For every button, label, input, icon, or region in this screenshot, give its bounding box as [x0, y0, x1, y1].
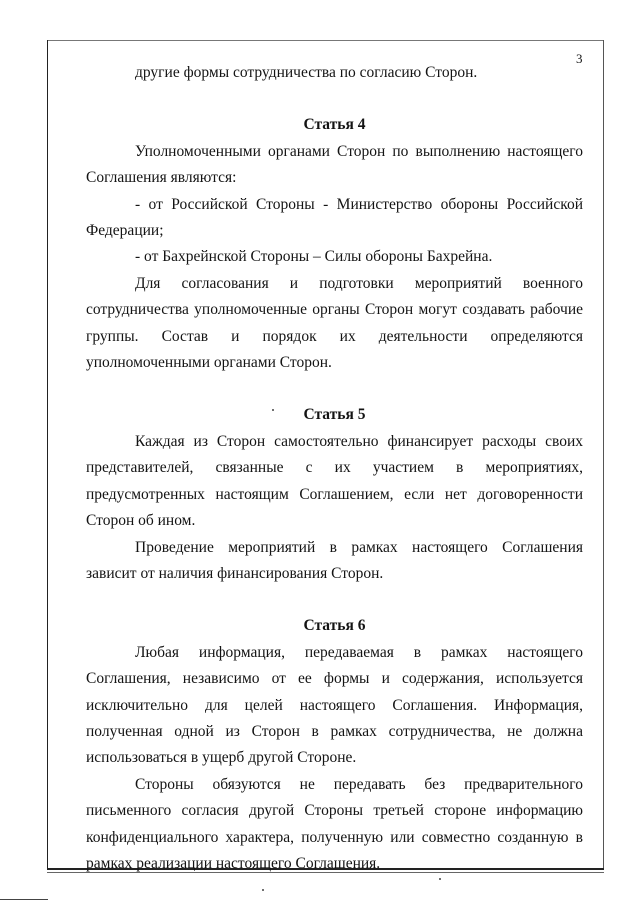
article-paragraph: - от Бахрейнской Стороны – Силы обороны Бахрейна. — [135, 248, 493, 266]
article-paragraph: Проведение мероприятий в рамках настоящего Соглашения зависит от наличия финансирования Сторон. — [86, 538, 583, 582]
article-6 — [86, 613, 583, 877]
article-paragraph: Для согласования и подготовки мероприятий военного сотрудничества уполномоченные органы Сторон могут создавать рабочие группы. Состав и порядок их деятельности определяются уполномоченными органами Сторон. — [86, 274, 583, 372]
section-gap — [86, 587, 583, 613]
opening-line: другие формы сотрудничества по согласию Сторон. — [135, 64, 478, 81]
page-number: 3 — [576, 51, 583, 66]
article-5 — [86, 402, 583, 587]
article-paragraph: Уполномоченными органами Сторон по выполнению настоящего Соглашения являются: — [86, 142, 583, 187]
scan-speck — [262, 889, 264, 891]
section-gap — [86, 86, 583, 112]
article-title: Статья 6 — [303, 617, 366, 635]
article-paragraph: Любая информация, передаваемая в рамках настоящего Соглашения, независимо от ее формы и содержания, используется исключительно для целей настоящего Соглашения. Информация, полученная одной из Сторон в рамках сотрудничества, не должна использоваться в ущерб другой Стороне. — [86, 643, 583, 767]
article-paragraph: Каждая из Сторон самостоятельно финансирует расходы своих представителей, связанные с их участием в мероприятиях, предусмотренных настоящим Соглашением, если нет договоренности Сторон об ином. — [86, 432, 583, 530]
document-body — [86, 60, 583, 877]
article-title: Статья 4 — [303, 116, 366, 134]
article-paragraph: - от Российской Стороны - Министерство обороны Российской Федерации; — [86, 195, 583, 240]
frame-left-rule — [47, 40, 48, 870]
footer-edge-mark — [0, 899, 48, 900]
article-paragraph: Стороны обязуются не передавать без предварительного письменного согласия другой Стороны третьей стороне информацию конфиденциального характера, полученную или совместно созданную в рамках реализации настоящего Соглашения. — [86, 775, 583, 872]
article-title: Статья 5 — [303, 406, 366, 424]
frame-right-rule — [603, 40, 604, 870]
section-gap — [86, 376, 583, 402]
scan-speck — [439, 878, 441, 880]
article-4 — [86, 112, 583, 376]
frame-top-rule — [47, 40, 604, 41]
